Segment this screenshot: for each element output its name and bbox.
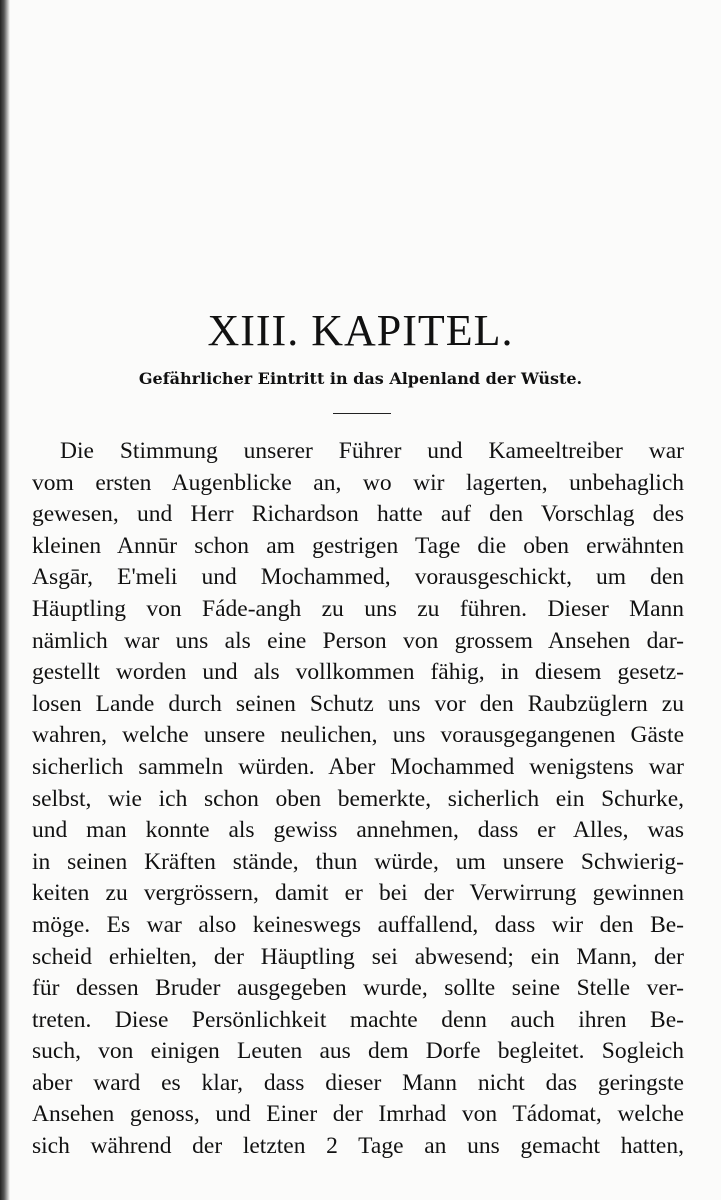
text-line: treten. Diese Persönlichkeit machte denn auch ihren Be- bbox=[32, 1006, 684, 1033]
text-line: losen Lande durch seinen Schutz uns vor den Raubzüglern zu bbox=[32, 690, 684, 717]
text-line: keiten zu vergrössern, damit er bei der Verwirrung gewinnen bbox=[32, 880, 684, 907]
chapter-title: XIII. KAPITEL. bbox=[207, 306, 514, 355]
text-line: scheid erhielten, der Häuptling sei abwesend; ein Mann, der bbox=[32, 943, 684, 970]
body-paragraph bbox=[32, 436, 684, 1163]
text-line: wahren, welche unsere neulichen, uns vorausgegangenen Gäste bbox=[32, 722, 684, 749]
text-line: kleinen Annūr schon am gestrigen Tage die oben erwähnten bbox=[32, 532, 684, 559]
text-line: für dessen Bruder ausgegeben wurde, sollte seine Stelle ver- bbox=[32, 975, 684, 1002]
text-line: in seinen Kräften stände, thun würde, um unsere Schwierig- bbox=[32, 848, 684, 875]
text-line: selbst, wie ich schon oben bemerkte, sicherlich ein Schurke, bbox=[32, 785, 684, 812]
text-line: sicherlich sammeln würden. Aber Mochammed wenigstens war bbox=[32, 753, 684, 780]
text-line: vom ersten Augenblicke an, wo wir lagerten, unbehaglich bbox=[32, 469, 684, 496]
page-binding-shadow bbox=[0, 0, 10, 1200]
chapter-subtitle: Gefährlicher Eintritt in das Alpenland der Wüste. bbox=[138, 369, 583, 388]
text-line: möge. Es war also keineswegs auffallend, dass wir den Be- bbox=[32, 911, 684, 938]
text-line: nämlich war uns als eine Person von grossem Ansehen dar- bbox=[32, 627, 684, 654]
text-line: aber ward es klar, dass dieser Mann nicht das geringste bbox=[32, 1069, 684, 1096]
divider-rule bbox=[333, 413, 391, 414]
text-line: und man konnte als gewiss annehmen, dass er Alles, was bbox=[32, 817, 684, 844]
text-line: Asgār, E'meli und Mochammed, vorausgeschickt, um den bbox=[32, 564, 684, 591]
text-line: Häuptling von Fáde-angh zu uns zu führen. Dieser Mann bbox=[32, 595, 684, 622]
text-line: such, von einigen Leuten aus dem Dorfe begleitet. Sogleich bbox=[32, 1038, 684, 1065]
text-line: gewesen, und Herr Richardson hatte auf den Vorschlag des bbox=[32, 501, 684, 528]
text-line: Ansehen genoss, und Einer der Imrhad von Tádomat, welche bbox=[32, 1101, 684, 1128]
text-line: sich während der letzten 2 Tage an uns gemacht hatten, bbox=[32, 1133, 684, 1160]
text-line: Die Stimmung unserer Führer und Kameeltreiber war bbox=[60, 438, 684, 464]
text-line: gestellt worden und als vollkommen fähig, in diesem gesetz- bbox=[32, 659, 684, 686]
